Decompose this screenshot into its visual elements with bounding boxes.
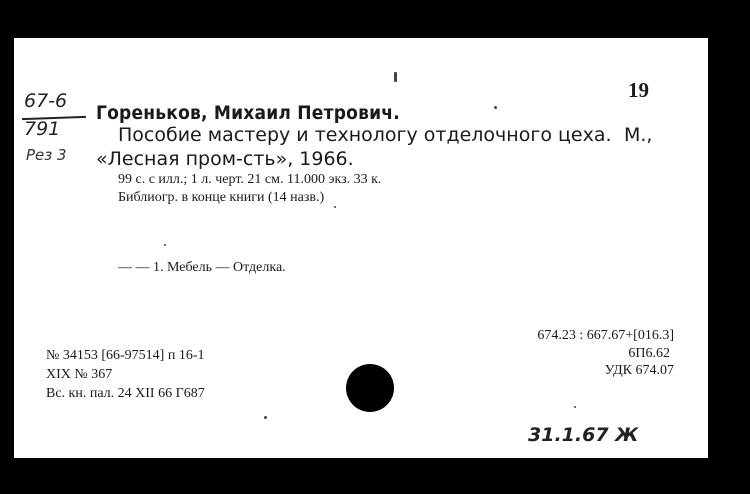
catalog-card: [14, 38, 708, 458]
bibliography-note: Библиогр. в конце книги (14 назв.): [118, 190, 325, 205]
ink-speck: [494, 106, 497, 109]
title-line-2: «Лесная пром-сть», 1966.: [96, 148, 354, 170]
title-line-1: Пособие мастеру и технологу отделочного цеха.: [118, 124, 612, 146]
registration-line-3: Вс. кн. пал. 24 XII 66 Г687: [46, 386, 205, 401]
udc-number: УДК 674.07: [604, 363, 674, 378]
registration-line-1: № 34153 [66-97514] п 16-1: [46, 348, 205, 363]
classification-line-2: 6П6.62: [628, 346, 670, 361]
ink-speck: [394, 72, 397, 82]
punch-hole: [346, 364, 394, 412]
ink-speck: [264, 416, 267, 419]
collation-line: 99 с. с илл.; 1 л. черт. 21 см. 11.000 экз. 33 к.: [118, 172, 382, 187]
classification-line-1: 674.23 : 667.67+[016.3]: [537, 328, 674, 343]
ink-speck: [334, 206, 336, 208]
registration-line-2: XIX № 367: [46, 367, 113, 382]
call-mark-note: Рез 3: [26, 146, 67, 164]
handwritten-signature: 31.1.67 Ж: [528, 424, 639, 446]
author-heading: Гореньков, Михаил Петрович.: [96, 102, 400, 124]
call-mark-top: 67-6: [24, 90, 68, 112]
ink-speck: [164, 244, 166, 246]
ink-speck: [574, 406, 576, 408]
publication-place: М.,: [624, 124, 653, 146]
card-number: 19: [628, 78, 649, 102]
subject-tracing: — — 1. Мебель — Отделка.: [118, 260, 286, 275]
call-mark-bottom: 791: [24, 118, 61, 140]
